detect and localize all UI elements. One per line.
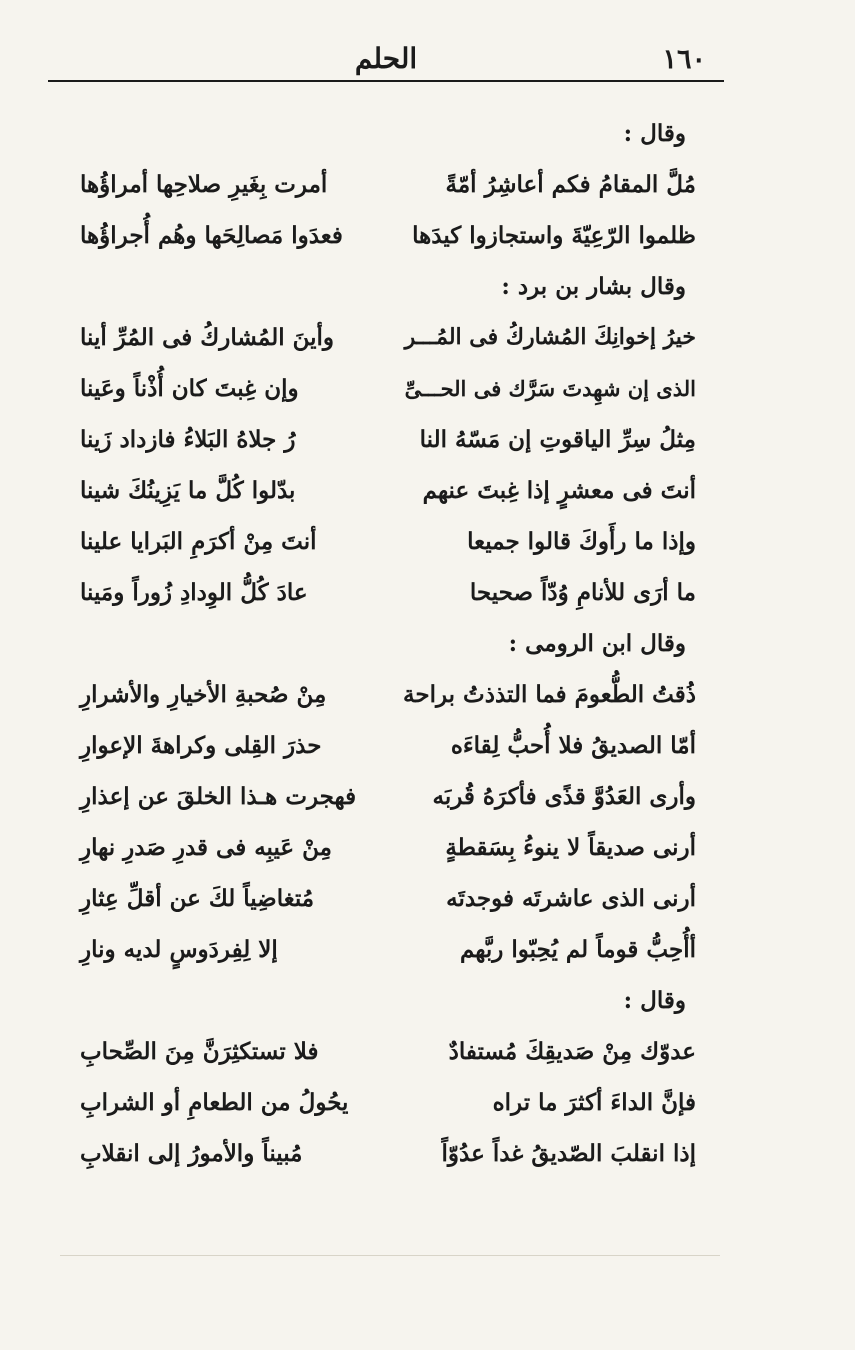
verse-line xyxy=(80,924,696,975)
first-hemistich: أمّا الصديقُ فلا أُحبُّ لِقاءَه xyxy=(450,732,696,759)
second-hemistich: مِنْ عَيبِه فى قدرِ صَدرِ نهارِ xyxy=(80,834,332,861)
verse-line xyxy=(80,414,696,465)
first-hemistich: فإنَّ الداءَ أكثرَ ما تراه xyxy=(492,1089,696,1116)
first-hemistich: الذى إن شهِدتَ سَرَّك فى الحـــىِّ xyxy=(404,376,696,401)
second-hemistich: فهجرت هـذا الخلقَ عن إعذارِ xyxy=(80,783,357,810)
verse-line xyxy=(80,720,696,771)
second-hemistich: وإن غِبتَ كان أُذْناً وعَينا xyxy=(80,375,299,402)
second-hemistich: يحُولُ من الطعامِ أو الشرابِ xyxy=(80,1089,349,1116)
poem-content xyxy=(80,108,696,1179)
second-hemistich: وأينَ المُشاركُ فى المُرِّ أينا xyxy=(80,324,335,351)
second-hemistich: مُتغاضِياً لكَ عن أقلِّ عِثارِ xyxy=(80,885,315,912)
first-hemistich: مُلَّ المقامُ فكم أعاشِرُ أمّةً xyxy=(445,171,696,198)
poem-intro: وقال بشار بن برد : xyxy=(501,273,686,300)
poem-intro: وقال : xyxy=(623,987,686,1014)
verse-line xyxy=(80,771,696,822)
verse-line xyxy=(80,1077,696,1128)
page-header xyxy=(48,40,724,80)
second-hemistich: بدّلوا كُلَّ ما يَزِينُكَ شينا xyxy=(80,477,296,504)
verse-line xyxy=(80,567,696,618)
poem-intro: وقال ابن الرومى : xyxy=(508,630,686,657)
verse-line xyxy=(80,465,696,516)
second-hemistich: حذرَ القِلى وكراهةَ الإعوارِ xyxy=(80,732,322,759)
verse-line xyxy=(80,312,696,363)
verse-line xyxy=(80,159,696,210)
first-hemistich: أأُحِبُّ قوماً لم يُحِبّوا ربَّهم xyxy=(459,936,696,963)
verse-line xyxy=(80,822,696,873)
first-hemistich: ظلموا الرّعِيّةَ واستجازوا كيدَها xyxy=(412,222,696,249)
second-hemistich: مِنْ صُحبةِ الأخيارِ والأشرارِ xyxy=(80,681,327,708)
running-title: الحلم xyxy=(354,42,418,75)
verse-line xyxy=(80,363,696,414)
verse-line xyxy=(80,873,696,924)
first-hemistich: عدوّك مِنْ صَديقِكَ مُستفادٌ xyxy=(448,1038,696,1065)
second-hemistich: أمرت بِغَيرِ صلاحِها أمراؤُها xyxy=(80,171,328,198)
first-hemistich: وأرى العَدُوَّ قذًى فأكرَهُ قُربَه xyxy=(432,783,696,810)
first-hemistich: ذُقتُ الطُّعومَ فما التذذتُ براحة xyxy=(403,681,696,708)
first-hemistich: وإذا ما رأَوكَ قالوا جميعا xyxy=(467,528,696,555)
verse-line xyxy=(80,1026,696,1077)
verse-line xyxy=(80,516,696,567)
second-hemistich: أنتَ مِنْ أكرَمِ البَرايا علينا xyxy=(80,528,317,555)
second-hemistich: مُبيناً والأمورُ إلى انقلابِ xyxy=(80,1140,303,1167)
second-hemistich: فعدَوا مَصالِحَها وهُم أُجراؤُها xyxy=(80,222,343,249)
verse-line xyxy=(80,1128,696,1179)
first-hemistich: ما أرَى للأنامِ وُدّاً صحيحا xyxy=(469,579,696,606)
first-hemistich: إذا انقلبَ الصّديقُ غداً عدُوّاً xyxy=(441,1140,696,1167)
first-hemistich: مِثلُ سِرِّ الياقوتِ إن مَسّهُ النا xyxy=(419,426,696,453)
header-rule xyxy=(48,80,724,82)
poem-intro: وقال : xyxy=(623,120,686,147)
first-hemistich: أنتَ فى معشرٍ إذا غِبتَ عنهم xyxy=(422,477,696,504)
verse-line xyxy=(80,669,696,720)
second-hemistich: إلا لِفِردَوسٍ لديه ونارِ xyxy=(80,936,278,963)
verse-line xyxy=(80,210,696,261)
first-hemistich: أرنى الذى عاشرتَه فوجدتَه xyxy=(446,885,696,912)
second-hemistich: فلا تستكثِرَنَّ مِنَ الصِّحابِ xyxy=(80,1038,319,1065)
page-number: ١٦٠ xyxy=(662,44,706,75)
first-hemistich: خيرُ إخوانِكَ المُشاركُ فى المُـــر xyxy=(404,324,696,350)
first-hemistich: أرنى صديقاً لا ينوءُ بِسَقطةٍ xyxy=(445,834,696,861)
bottom-rule xyxy=(60,1255,720,1256)
second-hemistich: رُ جلاهُ البَلاءُ فازداد زَينا xyxy=(80,426,296,453)
second-hemistich: عادَ كُلُّ الوِدادِ زُوراً ومَينا xyxy=(80,579,308,606)
